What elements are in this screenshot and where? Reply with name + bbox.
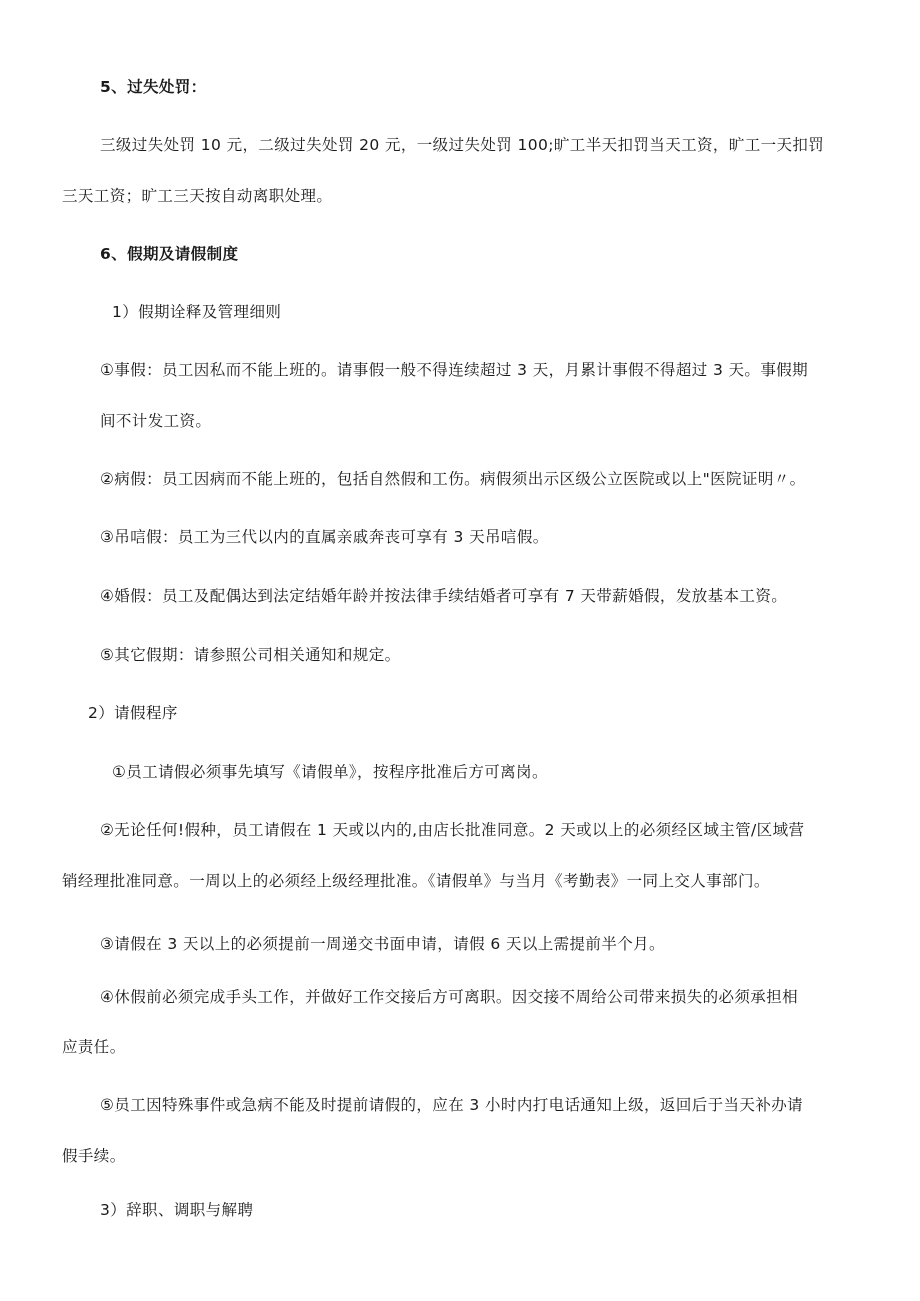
procedure-item-5-line-1: ⑤员工因特殊事件或急病不能及时提前请假的，应在 3 小时内打电话通知上级，返回后于当天补办请 [100,1096,804,1114]
subsection-1-title: 1）假期诠释及管理细则 [112,303,282,321]
leave-item-1-line-2: 间不计发工资。 [100,412,212,430]
subsection-2-title: 2）请假程序 [88,704,178,722]
procedure-item-2-line-1: ②无论任何!假种，员工请假在 1 天或以内的,由店长批准同意。2 天或以上的必须经区域主管/区域营 [100,821,805,839]
leave-item-4: ④婚假：员工及配偶达到法定结婚年龄并按法律手续结婚者可享有 7 天带薪婚假，发放基本工资。 [100,587,788,605]
leave-item-2: ②病假：员工因病而不能上班的，包括自然假和工伤。病假须出示区级公立医院或以上"医院证明〃。 [100,470,806,488]
procedure-item-5-line-2: 假手续。 [62,1147,126,1165]
procedure-item-2-line-2: 销经理批准同意。一周以上的必须经上级经理批准。《请假单》与当月《考勤表》一同上交人事部门。 [62,872,770,890]
section-5-heading: 5、过失处罚： [100,78,207,96]
leave-item-1-line-1: ①事假：员工因私而不能上班的。请事假一般不得连续超过 3 天，月累计事假不得超过 3 天。事假期 [100,361,809,379]
section-5-paragraph-line-1: 三级过失处罚 10 元，二级过失处罚 20 元，一级过失处罚 100;旷工半天扣罚当天工资，旷工一天扣罚 [100,136,825,154]
procedure-item-1: ①员工请假必须事先填写《请假单》，按程序批准后方可离岗。 [112,763,548,781]
section-6-heading: 6、假期及请假制度 [100,245,239,263]
section-5-paragraph-line-2: 三天工资；旷工三天按自动离职处理。 [62,187,333,205]
procedure-item-4-line-2: 应责任。 [62,1038,126,1056]
subsection-3-title: 3）辞职、调职与解聘 [100,1201,254,1219]
leave-item-3: ③吊唁假：员工为三代以内的直属亲戚奔丧可享有 3 天吊唁假。 [100,528,549,546]
leave-item-5: ⑤其它假期：请参照公司相关通知和规定。 [100,646,401,664]
procedure-item-4-line-1: ④休假前必须完成手头工作，并做好工作交接后方可离职。因交接不周给公司带来损失的必须承担相 [100,988,798,1006]
procedure-item-3: ③请假在 3 天以上的必须提前一周递交书面申请，请假 6 天以上需提前半个月。 [100,935,665,953]
